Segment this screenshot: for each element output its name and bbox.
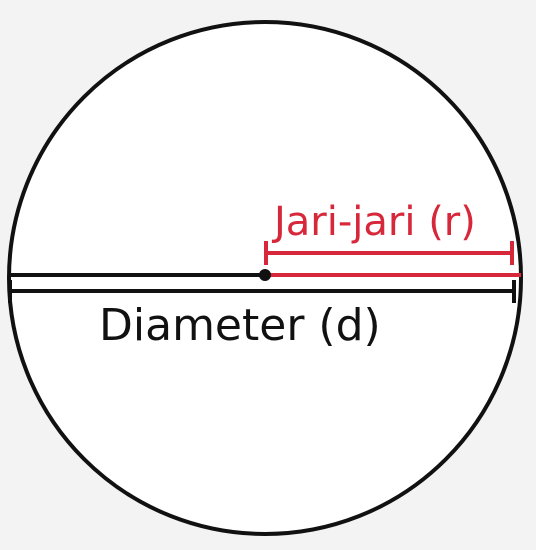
center-point xyxy=(259,269,271,281)
radius-label: Jari-jari (r) xyxy=(274,199,476,245)
diameter-label: Diameter (d) xyxy=(99,300,381,351)
